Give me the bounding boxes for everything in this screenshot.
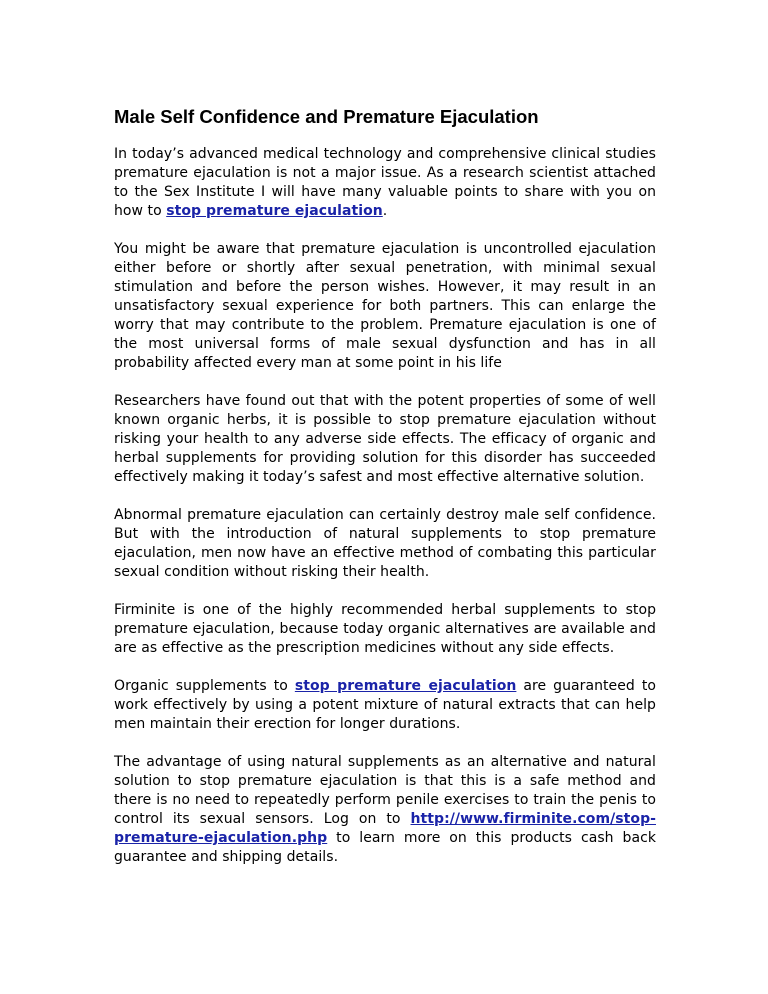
document-page [114, 104, 656, 886]
stop-premature-ejaculation-link-2[interactable]: stop premature ejaculation [294, 678, 517, 694]
paragraph-6-text-before: Organic supplements to [114, 678, 295, 694]
document-title: Male Self Confidence and Premature Ejaculation [114, 106, 539, 127]
paragraph-1 [114, 145, 656, 221]
paragraph-7-text-after: to learn more on this products cash back guarantee and shipping details. [114, 830, 656, 865]
paragraph-1-text-after: . [382, 203, 388, 219]
paragraph-6-text-after: are guaranteed to work effectively by using a potent mixture of natural extracts that can help men maintain their erection for longer durations. [114, 678, 656, 732]
paragraph-5: Firminite is one of the highly recommended herbal supplements to stop premature ejaculation, because today organic alternatives are available and are as effective as the prescription medicines without any side effects. [114, 602, 656, 656]
paragraph-6 [114, 677, 656, 734]
paragraph-1-text-before: In today’s advanced medical technology and comprehensive clinical studies premature ejaculation is not a major issue. As a research scientist attached to the Sex Institute I will have many valuable points to share with you on how to [114, 146, 656, 219]
paragraph-4: Abnormal premature ejaculation can certainly destroy male self confidence. But with the introduction of natural supplements to stop premature ejaculation, men now have an effective method of combating this particular sexual condition without risking their health. [114, 507, 656, 580]
stop-premature-ejaculation-link[interactable]: stop premature ejaculation [166, 203, 383, 219]
paragraph-7 [114, 753, 656, 867]
paragraph-3: Researchers have found out that with the potent properties of some of well known organic herbs, it is possible to stop premature ejaculation without risking your health to any adverse side effects. The efficacy of organic and herbal supplements for providing solution for this disorder has succeeded effectively making it today’s safest and most effective alternative solution. [114, 393, 656, 485]
paragraph-7-text-before: The advantage of using natural supplements as an alternative and natural solution to stop premature ejaculation is that this is a safe method and there is no need to repeatedly perform penile exercises to train the penis to control its sexual sensors. Log on to [114, 754, 656, 827]
firminite-url-link[interactable]: http://www.firminite.com/stop-premature-ejaculation.php [114, 811, 656, 846]
paragraph-2: You might be aware that premature ejaculation is uncontrolled ejaculation either before or shortly after sexual penetration, with minimal sexual stimulation and before the person wishes. However, it may result in an unsatisfactory sexual experience for both partners. This can enlarge the worry that may contribute to the problem. Premature ejaculation is one of the most universal forms of male sexual dysfunction and has in all probability affected every man at some point in his life [114, 241, 656, 371]
